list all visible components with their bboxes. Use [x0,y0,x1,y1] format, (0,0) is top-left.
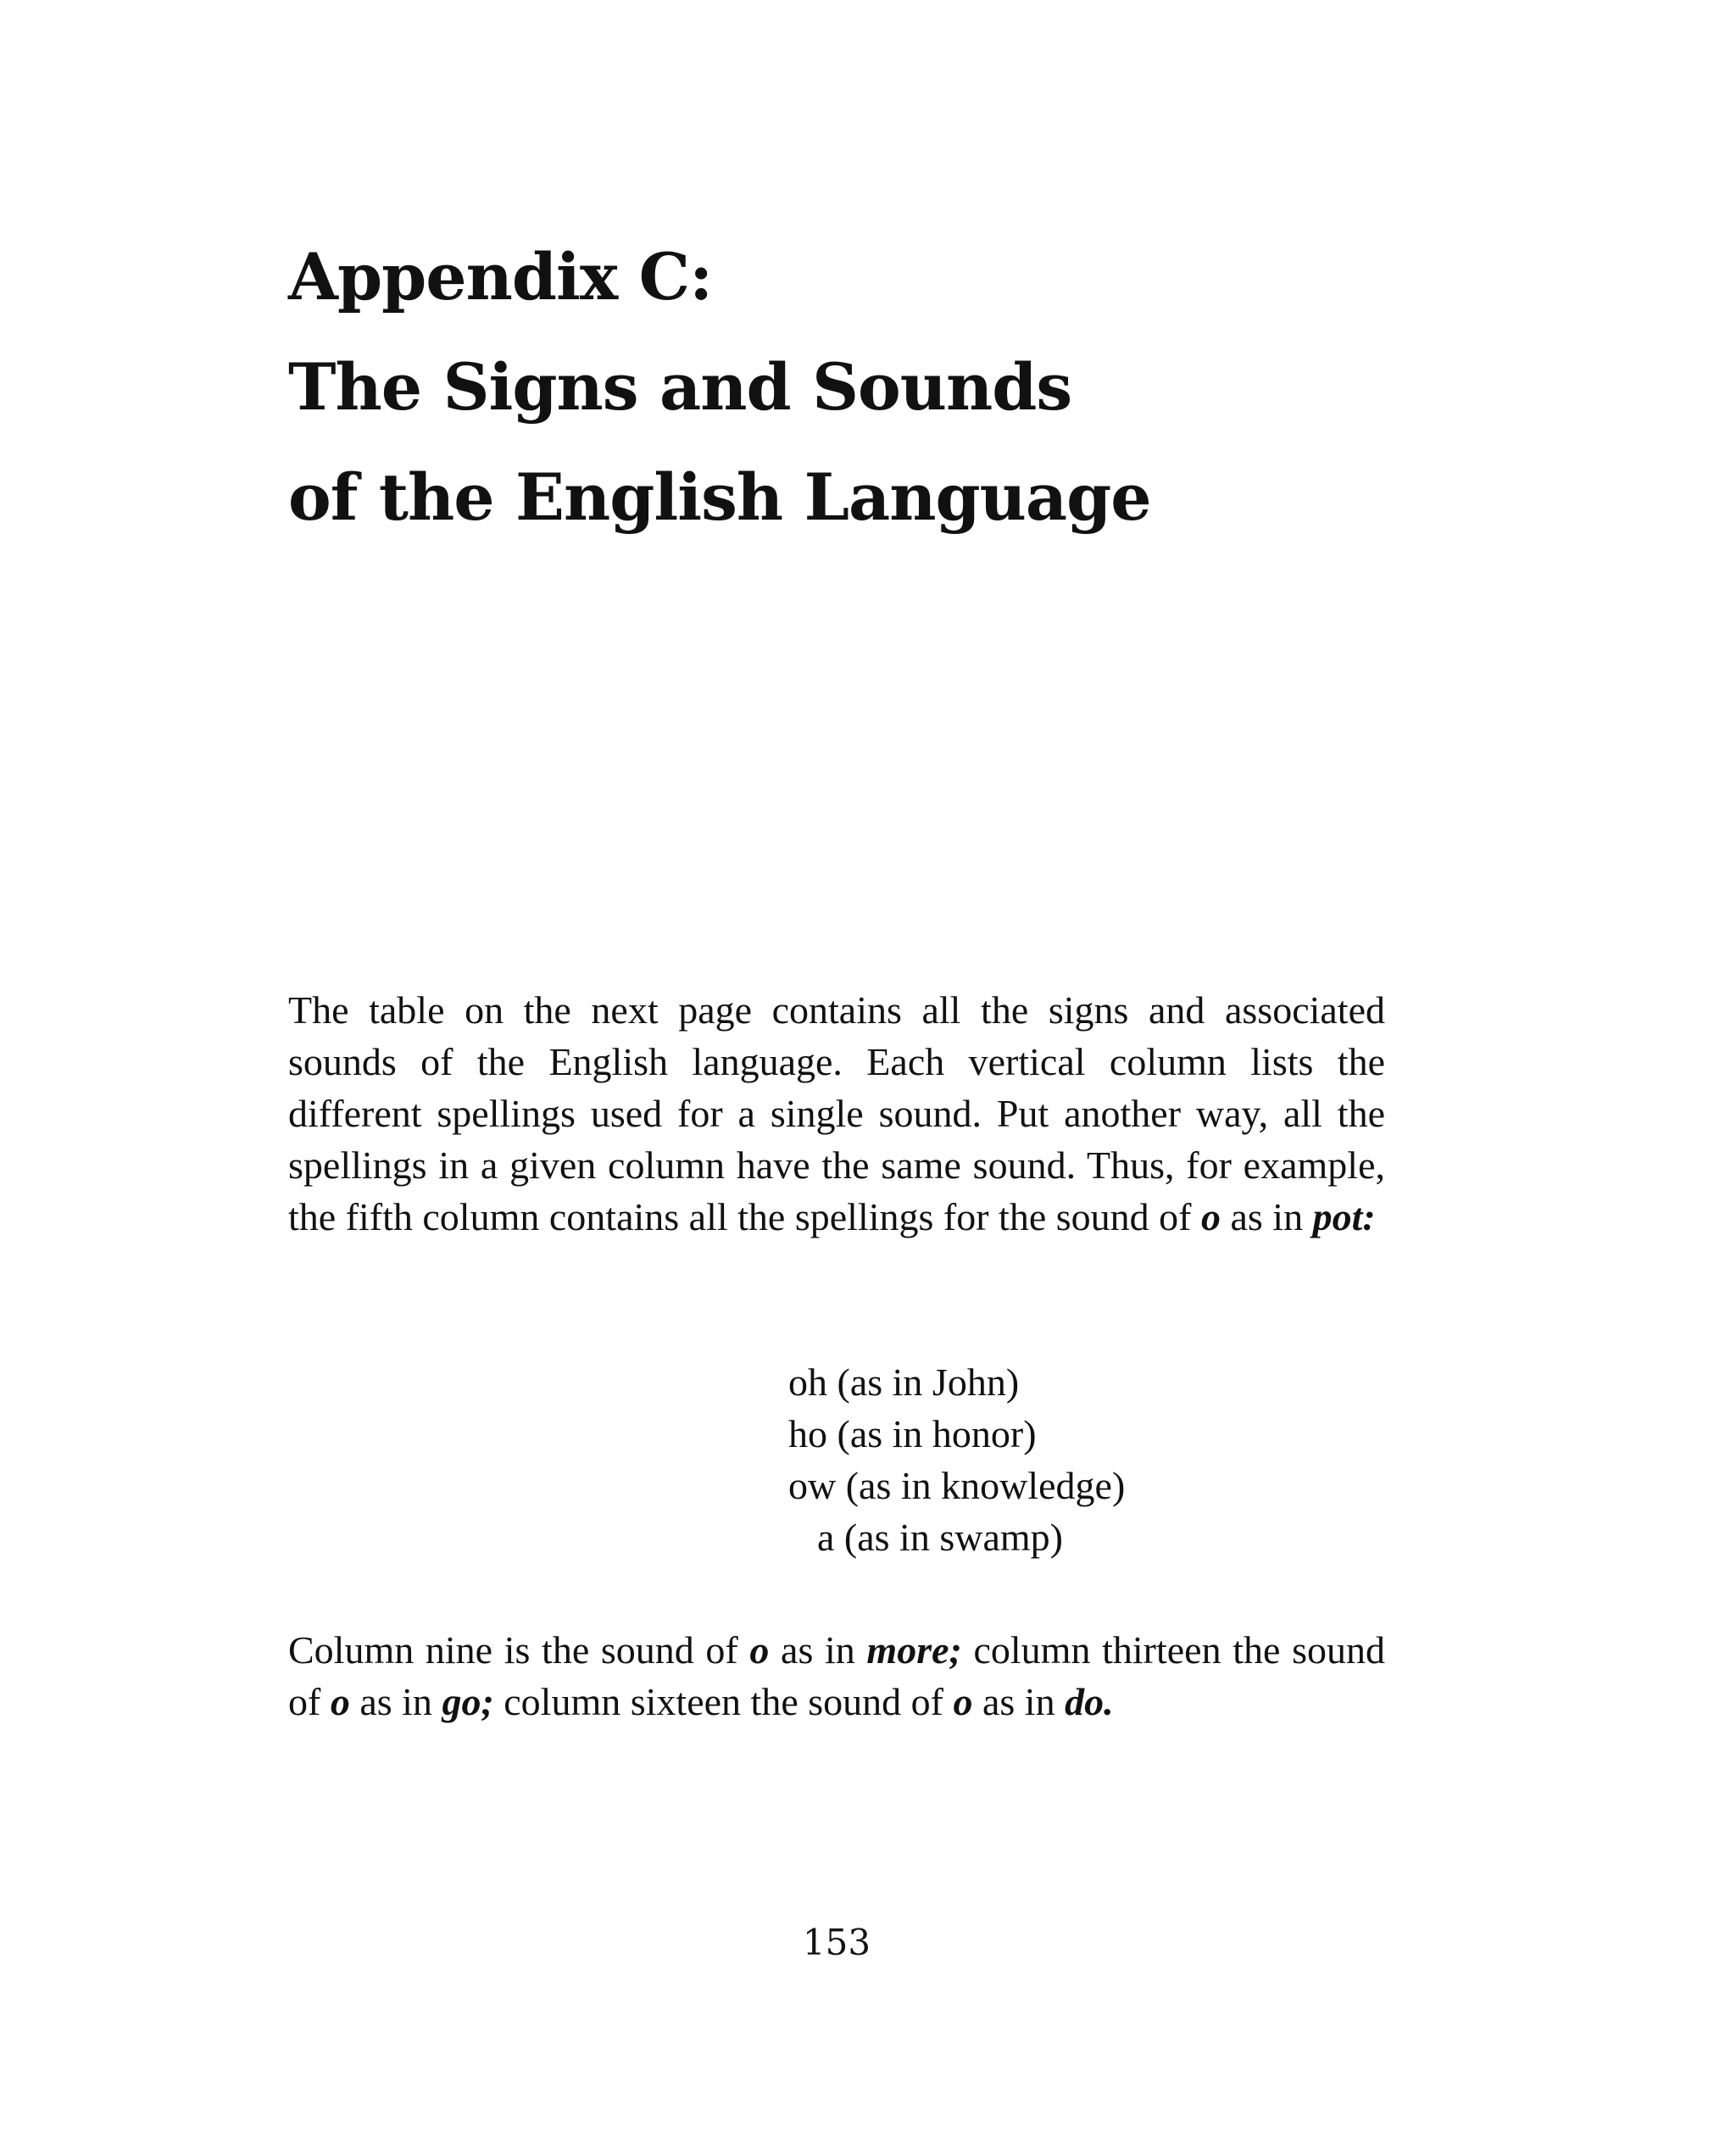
intro-mid: as in [1220,1195,1313,1238]
outro-word-3: do. [1065,1680,1114,1723]
outro-word-2: go; [442,1680,494,1723]
outro-letter-1: o [749,1628,770,1672]
example-item: ho (as in honor) [788,1412,1037,1455]
outro-text-4: as in [349,1680,442,1723]
outro-text-3: column thirteen the sound of [288,1628,1385,1723]
outro-letter-3: o [953,1680,973,1723]
intro-letter: o [1200,1195,1221,1238]
outro-text-5: column sixteen the sound of [493,1680,954,1723]
outro-text-2: as in [769,1628,867,1672]
page-number: 153 [802,1922,871,1963]
spelling-examples-list [788,1356,1125,1563]
heading-line-1: Appendix C: [288,239,713,314]
intro-paragraph [288,984,1385,1243]
intro-word: pot: [1312,1195,1376,1238]
outro-text-1: Column nine is the sound of [288,1628,750,1672]
outro-paragraph [288,1624,1385,1728]
example-item: a (as in swamp) [817,1516,1063,1559]
outro-word-1: more; [866,1628,962,1672]
intro-text: The table on the next page contains all the signs and associated sounds of the English language. Each vertical column lists the different spellings used for a single sound. Put another way, all the spellings in a given column have the same sound. Thus, for example, the fifth column contains all the spellings for the sound of [288,988,1385,1238]
example-item: oh (as in John) [788,1360,1020,1404]
heading-line-2: The Signs and Sounds [288,349,1072,425]
example-item: ow (as in knowledge) [788,1464,1126,1507]
outro-letter-2: o [330,1680,350,1723]
outro-text-6: as in [972,1680,1066,1723]
heading-line-3: of the English Language [288,459,1151,535]
appendix-heading [288,222,1151,553]
